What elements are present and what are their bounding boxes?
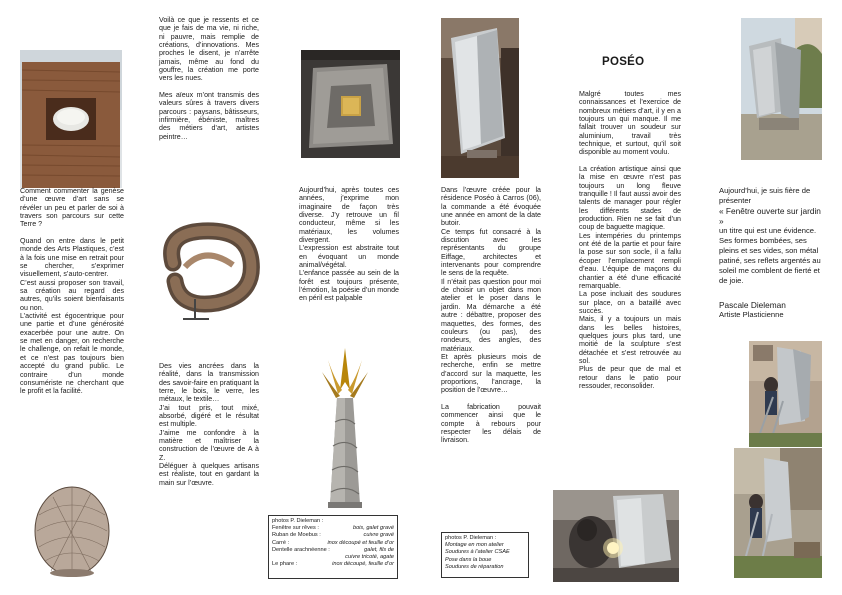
credits-row bbox=[272, 532, 394, 539]
paragraph: Dans l’œuvre créée pour la résidence Poséo à Carros (06), la commande a été évoquée une année en amont de la date butoir. bbox=[441, 186, 541, 228]
photo-credits-box-1 bbox=[268, 515, 398, 579]
credit-material: inox découpé et feuille d’or bbox=[327, 539, 394, 546]
paragraph: Plus de peur que de mal et retour dans le patio pour ressouder, reconsolider. bbox=[579, 365, 681, 390]
paragraph: Ce temps fut consacré à la discution avec les représentants du groupe Eiffage, architectes et intervenants pour comprendre le sens de la requête. bbox=[441, 227, 541, 278]
paragraph: Malgré toutes mes connaissances et l’exercice de nombreux métiers d’art, il y en a toujours un qui manque. Il me fallait trouver un soudeur sur aluminium, travail très technique, et surtout, qu’il soit disponible au moment voulu. bbox=[579, 90, 681, 157]
credit-line: Soudures à l’atelier CSAE bbox=[445, 549, 510, 556]
credits-row bbox=[272, 561, 394, 568]
paragraph: La pose incluait des soudures sur place, on a bataillé avec succès. bbox=[579, 290, 681, 315]
paragraph: J’ai tout pris, tout mixé, absorbé, digéré et le résultat est multiple. bbox=[159, 403, 259, 429]
paragraph: Mes aïeux m’ont transmis des valeurs sûres à travers divers parcours : paysans, bâtisseurs, infirmière, ébéniste, maîtres des métiers d’art, artistes peintre… bbox=[159, 91, 259, 141]
sculpture-square-photo bbox=[301, 50, 400, 158]
photo-credits-box-2 bbox=[441, 532, 529, 578]
installation-ladder-photo bbox=[749, 341, 822, 447]
credit-line: Soudures de réparation bbox=[445, 563, 504, 570]
sculpture-lighthouse-photo bbox=[318, 342, 372, 510]
page-title: POSÉO bbox=[602, 56, 645, 68]
column-4-text bbox=[441, 186, 541, 445]
paragraph: Aujourd’hui, je suis fière de présenter bbox=[719, 186, 811, 205]
artwork-title: « Fenêtre ouverte sur jardin » bbox=[719, 206, 821, 226]
installed-sculpture-garden-photo bbox=[741, 18, 822, 160]
credit-material: cuivre gravé bbox=[363, 532, 394, 539]
paragraph: La fabrication pouvait commencer ainsi que le compte à rebours pour respecter les délais de livraison. bbox=[441, 402, 541, 445]
credits-heading: photos P. Dieleman : bbox=[445, 535, 497, 541]
paragraph: Aujourd’hui, après toutes ces années, j’exprime mon imaginaire de façon très diverse. J’y retrouve un fil conducteur, même si les matériaux, les volumes divergent. bbox=[299, 186, 399, 245]
paragraph: Les intempéries du printemps ont été de la partie et pour faire la pose sur son socle, il a fallu écoper l’emplacement rempli d’eau. L’équipe de maçons du chantier a été d’une efficacité remarquable. bbox=[579, 231, 681, 290]
column-3-text bbox=[299, 186, 399, 303]
column-5-text bbox=[579, 90, 681, 390]
paragraph: La création artistique ainsi que la mise en œuvre n’est pas toujours un long fleuve tranquille ! Il faut aussi avoir des talents de manager pour régler les différents stades de production. Rien ne se fait d’un coup de baguette magique. bbox=[579, 165, 681, 232]
paragraph: Et après plusieurs mois de recherche, enfin se mettre d’accord sur la maquette, les proportions, l’ancrage, la position de l’œuvre… bbox=[441, 352, 541, 395]
credits-row bbox=[272, 547, 394, 554]
column-2-text-bottom bbox=[159, 362, 259, 487]
paragraph: C’est aussi proposer son travail, sa création au regard des autres, qu’ils soient bienfaisants ou non. bbox=[20, 278, 124, 312]
paragraph: Il n’était pas question pour moi de choisir un objet dans mon atelier et le poser dans le jardin. Ma démarche a été autre : débattre, proposer des maquettes, des formes, des couleurs (ou pas), des rondeurs, des angles, des matériaux. bbox=[441, 277, 541, 353]
paragraph: un titre qui est une évidence. Ses formes bombées, ses pleins et ses vides, son métal patiné, ses reflets argentés au soleil me comblent de fierté et de joie. bbox=[719, 226, 821, 285]
column-2-text-top bbox=[159, 16, 259, 149]
artist-name: Pascale Dieleman bbox=[719, 300, 786, 310]
sculpture-moebius-ribbon-photo bbox=[155, 215, 265, 325]
credit-material: bois, galet gravé bbox=[352, 525, 394, 532]
sculpture-window-on-dreams-photo bbox=[20, 50, 122, 188]
paragraph: J’aime me confondre à la matière et maîtriser la construction de l’œuvre de A à Z. bbox=[159, 428, 259, 462]
credits-row bbox=[272, 554, 394, 561]
paragraph: Quand on entre dans le petit monde des Arts Plastiques, c’est à la fois une mise en retrait pour se chercher, s’exprimer visuellement, s’auto-centrer. bbox=[20, 237, 124, 279]
credit-material: cuivre tricoté, agate bbox=[345, 554, 394, 561]
credit-line: Pose dans la boue bbox=[445, 556, 492, 563]
credit-material: galet, fils de bbox=[364, 546, 394, 553]
credit-item: Carré : bbox=[272, 539, 290, 546]
column-1-text bbox=[20, 187, 124, 396]
credit-material: inox découpé, feuille d’or bbox=[332, 561, 394, 568]
credit-item: Ruban de Moebus : bbox=[272, 532, 321, 539]
garden-bench-photo bbox=[734, 448, 822, 578]
credits-row bbox=[272, 525, 394, 532]
artist-role: Artiste Plasticienne bbox=[719, 310, 784, 319]
credits-heading: photos P. Dieleman : bbox=[272, 518, 324, 524]
credit-line: Montage en mon atelier bbox=[445, 542, 504, 549]
credits-row bbox=[272, 540, 394, 547]
paragraph: Déléguer à quelques artisans est réaliste, tout en gardant la main sur l’œuvre. bbox=[159, 462, 259, 487]
paragraph: Des vies ancrées dans la réalité, dans la transmission des savoir-faire en pratiquant la terre, le bois, le verre, les métaux, le textile… bbox=[159, 362, 259, 404]
credit-item: Le phare : bbox=[272, 561, 298, 568]
column-6-text bbox=[719, 186, 823, 320]
paragraph: Comment commenter la genèse d’une œuvre d’art sans se révéler un peu et parler de soi à travers son parcours sur cette Terre ? bbox=[20, 187, 124, 229]
paragraph: L’activité est égocentrique pour une partie et d’une générosité exacerbée pour une autre. On se met en danger, on recherche le challenge, on refait le monde, et ce n’est pas toujours bien accepté du grand public. Le contraire d’un monde consumériste ne cherchant que le profit et la facilité. bbox=[20, 312, 124, 396]
credit-item: Fenêtre sur rêves : bbox=[272, 525, 319, 532]
welding-photo bbox=[553, 490, 679, 582]
paragraph: L’expression est abstraite tout en évoquant un monde animal/végétal. bbox=[299, 244, 399, 270]
paragraph: L’enfance passée au sein de la forêt est toujours présente, l’émotion, la poésie d’un monde en péril est palpable bbox=[299, 269, 399, 303]
paragraph: Voilà ce que je ressents et ce que je fais de ma vie, ni riche, ni pauvre, mais remplie de créations, d’innovations. Mes proches le disent, je n’arrête jamais, même au fond du gouffre, la création me porte vers les nues. bbox=[159, 16, 259, 83]
workshop-assembly-photo bbox=[441, 18, 519, 178]
paragraph: Mais, il y a toujours un mais dans les belles histoires, quelques jours plus tard, une moitié de la sculpture s’est détachée et s’est retrouvée au sol. bbox=[579, 315, 681, 365]
sculpture-arachnean-lace-photo bbox=[33, 475, 111, 579]
credit-item: Dentelle arachnéenne : bbox=[272, 546, 330, 553]
